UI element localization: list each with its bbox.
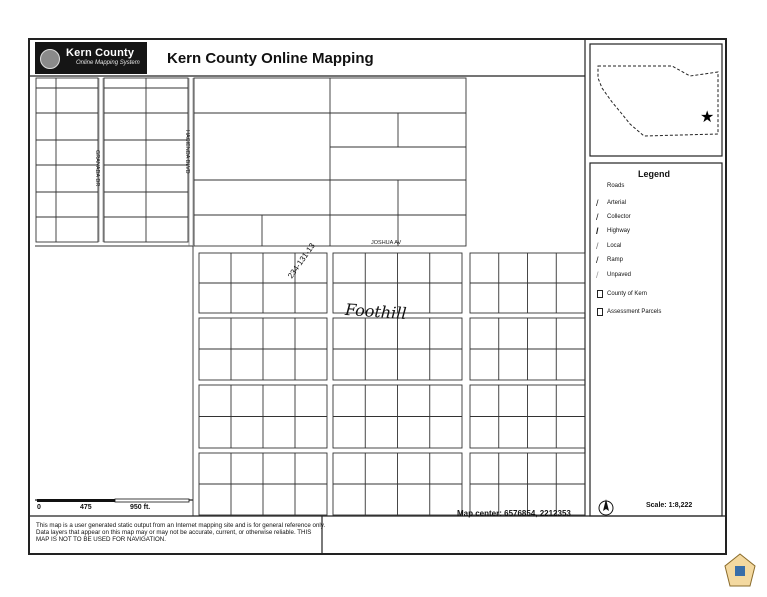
road-label-hacienda: HACIENDA BLVD [184, 130, 190, 174]
north-arrow-icon [597, 497, 615, 517]
parcel-number-label: 234-131-13 [286, 241, 317, 281]
legend-item: Local [607, 243, 622, 249]
legend-item: Ramp [607, 257, 624, 263]
legend-item: Arterial [607, 200, 627, 206]
local-symbol-icon: / [596, 241, 599, 251]
handwritten-note: Foothill [344, 299, 408, 324]
arterial-symbol-icon: / [596, 198, 599, 208]
scale-bar [35, 497, 195, 505]
road-label-granada: GRANADA DR [94, 150, 100, 187]
logo-subtitle: Online Mapping System [76, 60, 140, 66]
collector-symbol-icon: / [596, 212, 599, 222]
road-label-joshua: JOSHUA AV [371, 240, 402, 246]
legend-item: Highway [607, 228, 631, 234]
unpaved-symbol-icon: / [596, 270, 599, 280]
legend-title: Legend [638, 169, 671, 179]
parcel-boundary-icon [597, 308, 603, 316]
scale-tick-0: 0 [37, 504, 41, 511]
legend-item: Collector [607, 214, 631, 220]
ramp-symbol-icon: / [596, 255, 599, 265]
locator-map [590, 44, 722, 156]
location-star-icon: ★ [700, 107, 715, 126]
page-title: Kern County Online Mapping [167, 50, 374, 67]
scale-tick-475: 475 [80, 504, 92, 511]
legend-roads-heading: Roads [607, 183, 625, 189]
disclaimer-text: This map is a user generated static output from an Internet mapping site and is for general reference only. Data layers that appear on this map may or may not be accurate, current, or otherwise reliable. THIS MAP IS NOT TO BE USED FOR NAVIGATION. [36, 522, 326, 544]
watermark-logo-icon [722, 552, 758, 588]
logo-title: Kern County [66, 47, 135, 59]
scale-tick-950: 950 ft. [130, 504, 151, 511]
legend-item: County of Kern [607, 291, 648, 297]
map-center-label: Map center: 6576854, 2212353 [457, 509, 571, 518]
highway-symbol-icon: / [596, 226, 599, 236]
legend-item: Unpaved [607, 272, 632, 278]
county-boundary-icon [597, 290, 603, 298]
scale-ratio-label: Scale: 1:8,222 [646, 502, 693, 509]
legend-item: Assessment Parcels [607, 309, 662, 315]
